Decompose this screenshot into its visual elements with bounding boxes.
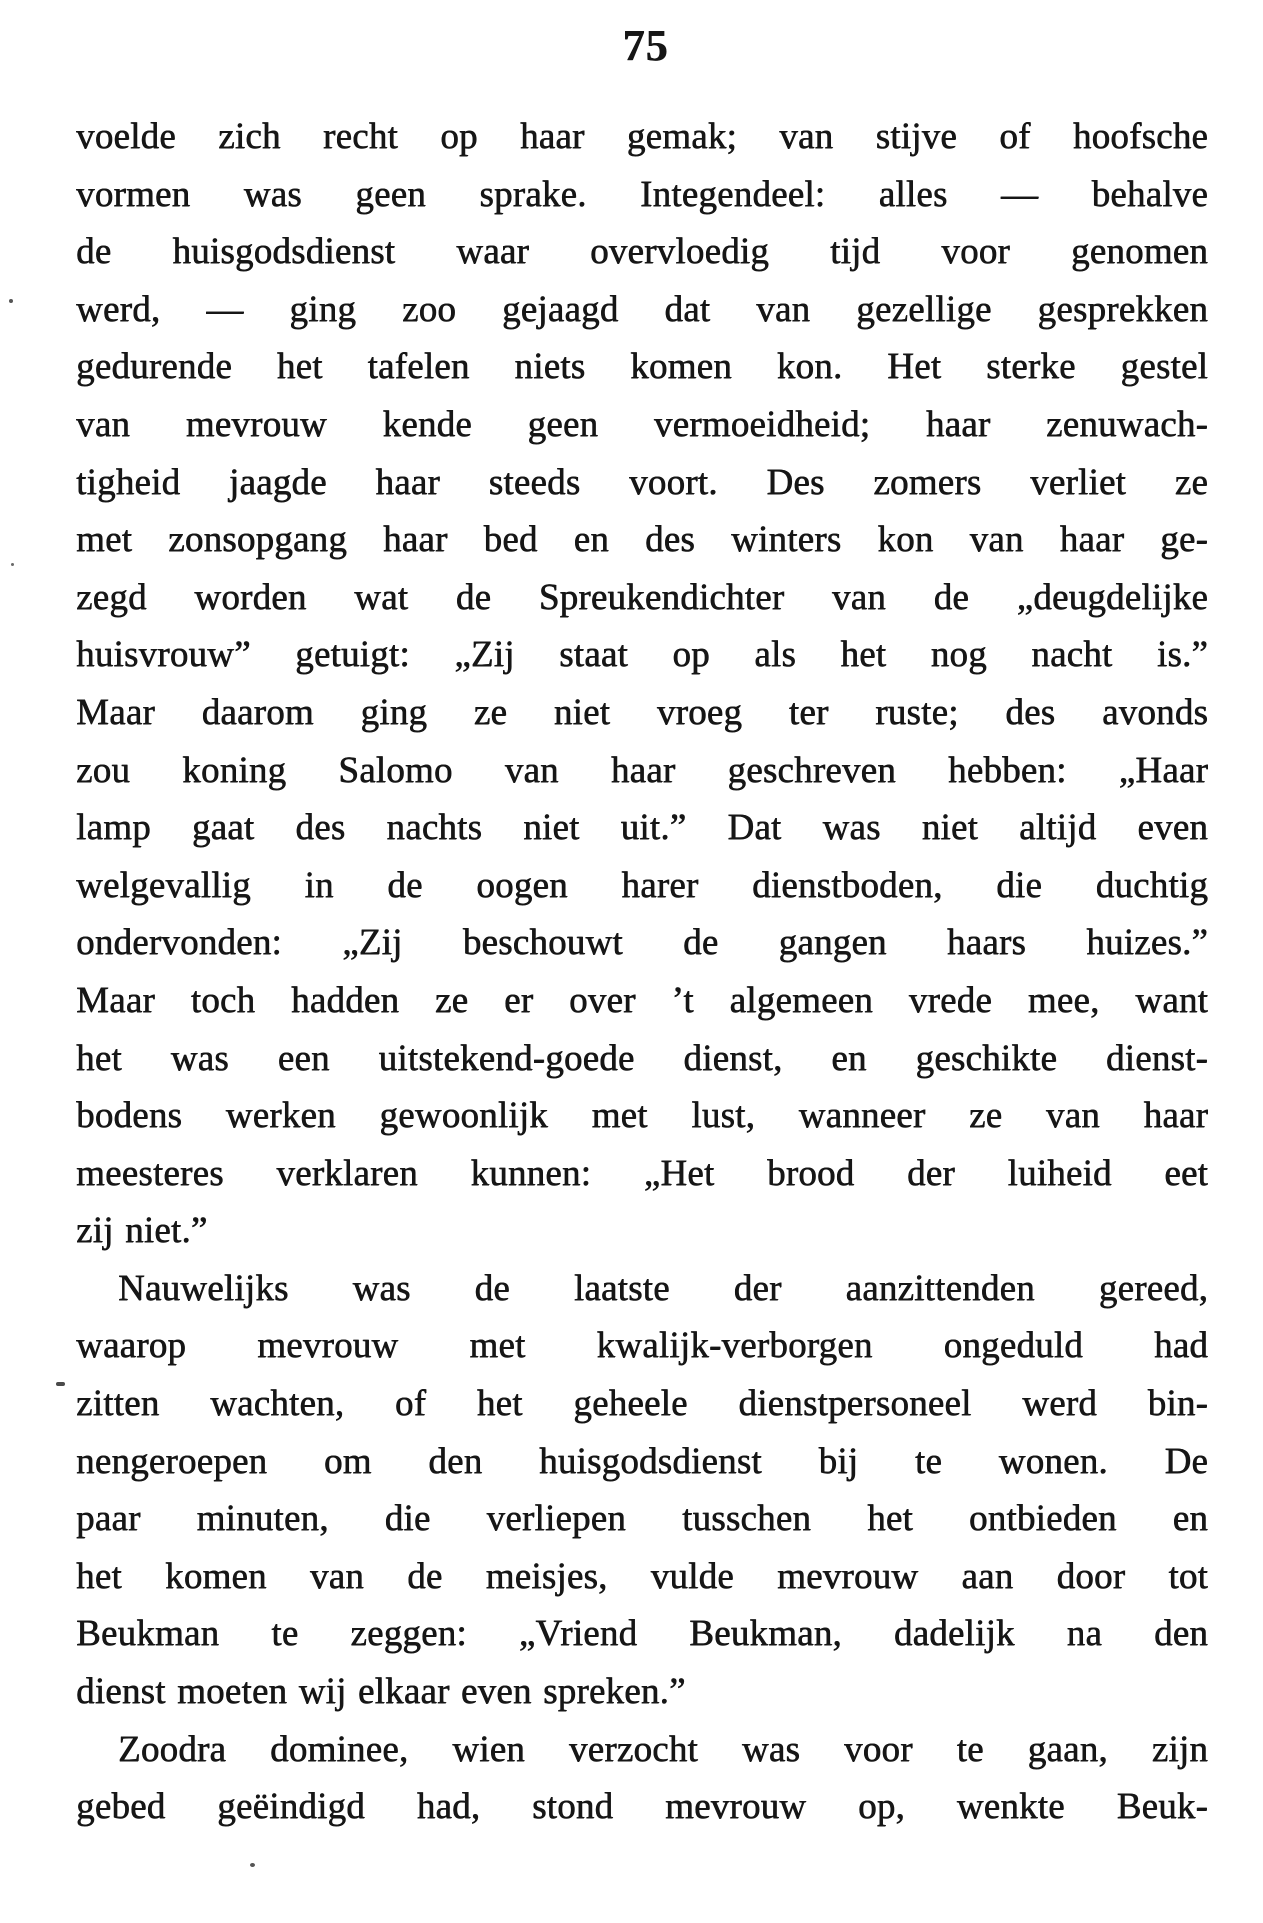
text-line: de huisgodsdienst waar overvloedig tijd voor genomen — [76, 231, 1208, 273]
text-line: welgevallig in de oogen harer dienstboden, die duchtig — [76, 864, 1208, 906]
scan-speck — [9, 299, 13, 303]
text-line: zitten wachten, of het geheele dienstpersoneel werd bin- — [76, 1383, 1208, 1425]
text-line: vormen was geen sprake. Integendeel: alles — behalve — [76, 173, 1208, 215]
text-line: het komen van de meisjes, vulde mevrouw aan door tot — [76, 1555, 1208, 1597]
scan-speck — [56, 1382, 65, 1386]
text-line: gebed geëindigd had, stond mevrouw op, wenkte Beuk- — [76, 1786, 1208, 1828]
text-line: het was een uitstekend-goede dienst, en geschikte dienst- — [76, 1037, 1208, 1079]
text-line: ondervonden: „Zij beschouwt de gangen haars huizes.” — [76, 922, 1208, 964]
text-line: met zonsopgang haar bed en des winters kon van haar ge- — [76, 519, 1208, 561]
text-line: nengeroepen om den huisgodsdienst bij te wonen. De — [76, 1440, 1208, 1482]
text-line: werd, — ging zoo gejaagd dat van gezellige gesprekken — [76, 288, 1208, 330]
text-line: dienst moeten wij elkaar even spreken.” — [76, 1671, 686, 1713]
text-line: Maar toch hadden ze er over ’t algemeen vrede mee, want — [76, 979, 1208, 1021]
text-block — [76, 108, 1208, 1836]
text-line: zegd worden wat de Spreukendichter van de „deugdelijke — [76, 576, 1208, 618]
text-line: Maar daarom ging ze niet vroeg ter ruste; des avonds — [76, 691, 1208, 733]
text-line: meesteres verklaren kunnen: „Het brood der luiheid eet — [76, 1152, 1208, 1194]
text-line: Nauwelijks was de laatste der aanzittenden gereed, — [118, 1267, 1208, 1309]
text-line: Zoodra dominee, wien verzocht was voor te gaan, zijn — [118, 1728, 1208, 1770]
text-line: tigheid jaagde haar steeds voort. Des zomers verliet ze — [76, 461, 1208, 503]
text-line: voelde zich recht op haar gemak; van stijve of hoofsche — [76, 116, 1208, 157]
text-line: zou koning Salomo van haar geschreven hebben: „Haar — [76, 749, 1208, 791]
text-line: zij niet.” — [76, 1210, 208, 1252]
text-line: waarop mevrouw met kwalijk-verborgen ongeduld had — [76, 1325, 1208, 1367]
text-line: lamp gaat des nachts niet uit.” Dat was niet altijd even — [76, 807, 1208, 849]
scan-speck — [11, 563, 14, 566]
text-line: paar minuten, die verliepen tusschen het ontbieden en — [76, 1498, 1208, 1540]
text-line: huisvrouw” getuigt: „Zij staat op als het nog nacht is.” — [76, 634, 1208, 676]
page-number: 75 — [622, 21, 669, 70]
text-line: van mevrouw kende geen vermoeidheid; haar zenuwach- — [76, 403, 1208, 445]
text-line: bodens werken gewoonlijk met lust, wanneer ze van haar — [76, 1095, 1208, 1137]
text-line: gedurende het tafelen niets komen kon. Het sterke gestel — [76, 346, 1208, 388]
text-line: Beukman te zeggen: „Vriend Beukman, dadelijk na den — [76, 1613, 1208, 1655]
scan-speck — [250, 1863, 255, 1867]
